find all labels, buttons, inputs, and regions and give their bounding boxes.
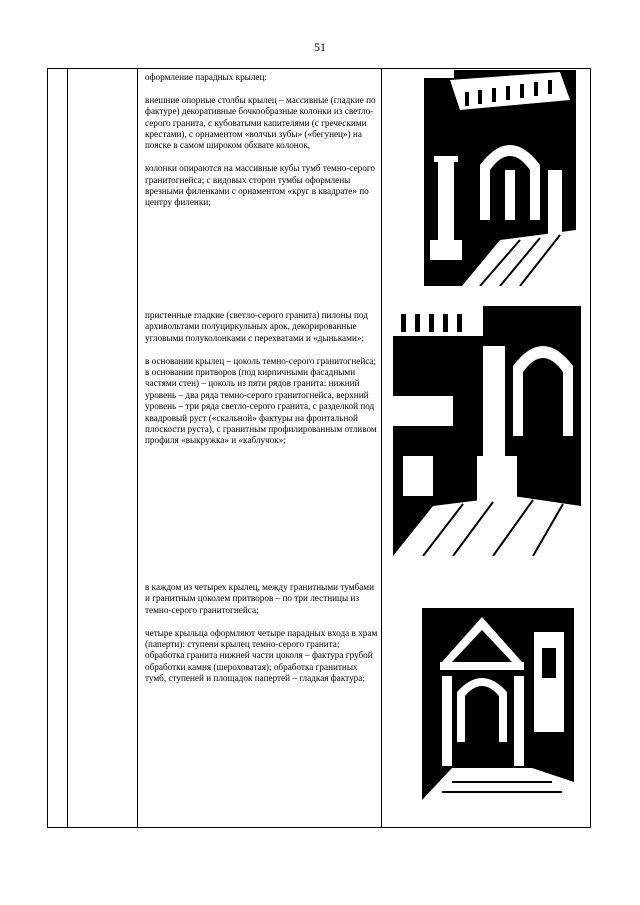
column-divider bbox=[67, 69, 68, 827]
photo-porch-arch-columns bbox=[410, 70, 576, 286]
row-3-text bbox=[145, 582, 380, 696]
paragraph: оформление парадных крылец: bbox=[145, 72, 267, 82]
column-divider bbox=[381, 69, 382, 827]
page-number: 51 bbox=[314, 40, 326, 54]
photo-porch-plinth-stairs bbox=[393, 306, 581, 556]
row-2-text bbox=[145, 310, 380, 458]
column-divider bbox=[137, 69, 138, 827]
paragraph: в каждом из четырех крылец, между гранитными тумбами и гранитным цоколем притворов – по три лестницы из темно-серого гранитогнейса; bbox=[145, 582, 375, 615]
paragraph: четыре крыльца оформляют четыре парадных входа в храм (паперти): ступени крылец темно-серого гранита; обработка гранита нижней части цоколя – фактура грубой обработки камня (шероховатая); обработка гранитных тумб, ступеней и площадок папертей – гладкая фактура; bbox=[145, 627, 378, 684]
row-1-text bbox=[145, 72, 380, 220]
paragraph: внешние опорные столбы крылец – массивные (гладкие по фактуре) декоративные бочкообразные колонки из светло-серого гранита, с кубоватыми капителями (с греческими крестами), с орнаментом «волчьи зубы» («бегунец») на пояске в самом широком обхвате колонок, bbox=[145, 94, 376, 151]
paragraph: колонки опираются на массивные кубы тумб темно-серого гранитогнейса; с видовых сторон тумбы оформлены врезными филенками с орнаментом «круг в квадрате» по центру филенки; bbox=[145, 163, 375, 208]
paragraph: пристенные гладкие (светло-серого гранита) пилоны под архивольтами полуциркульных арок, декорированные угловыми полуколонками с перехватами и «дыньками»; bbox=[145, 310, 368, 343]
photo-porch-entrance bbox=[402, 592, 574, 800]
paragraph: в основании крылец – цоколь темно-серого гранитогнейса; в основании притворов (под кирпичными фасадными частями стен) – цоколь из пяти рядов гранита: нижний уровень – два ряда темно-серого гранитогнейса, верхний уровень – три ряда светло-серого гранита, с разделкой под квадровый руст («скальной» фактуры на фронтальной плоскости руста), с гранитным профилированным отливом профиля «выкружка» и «каблучок»; bbox=[145, 355, 377, 446]
